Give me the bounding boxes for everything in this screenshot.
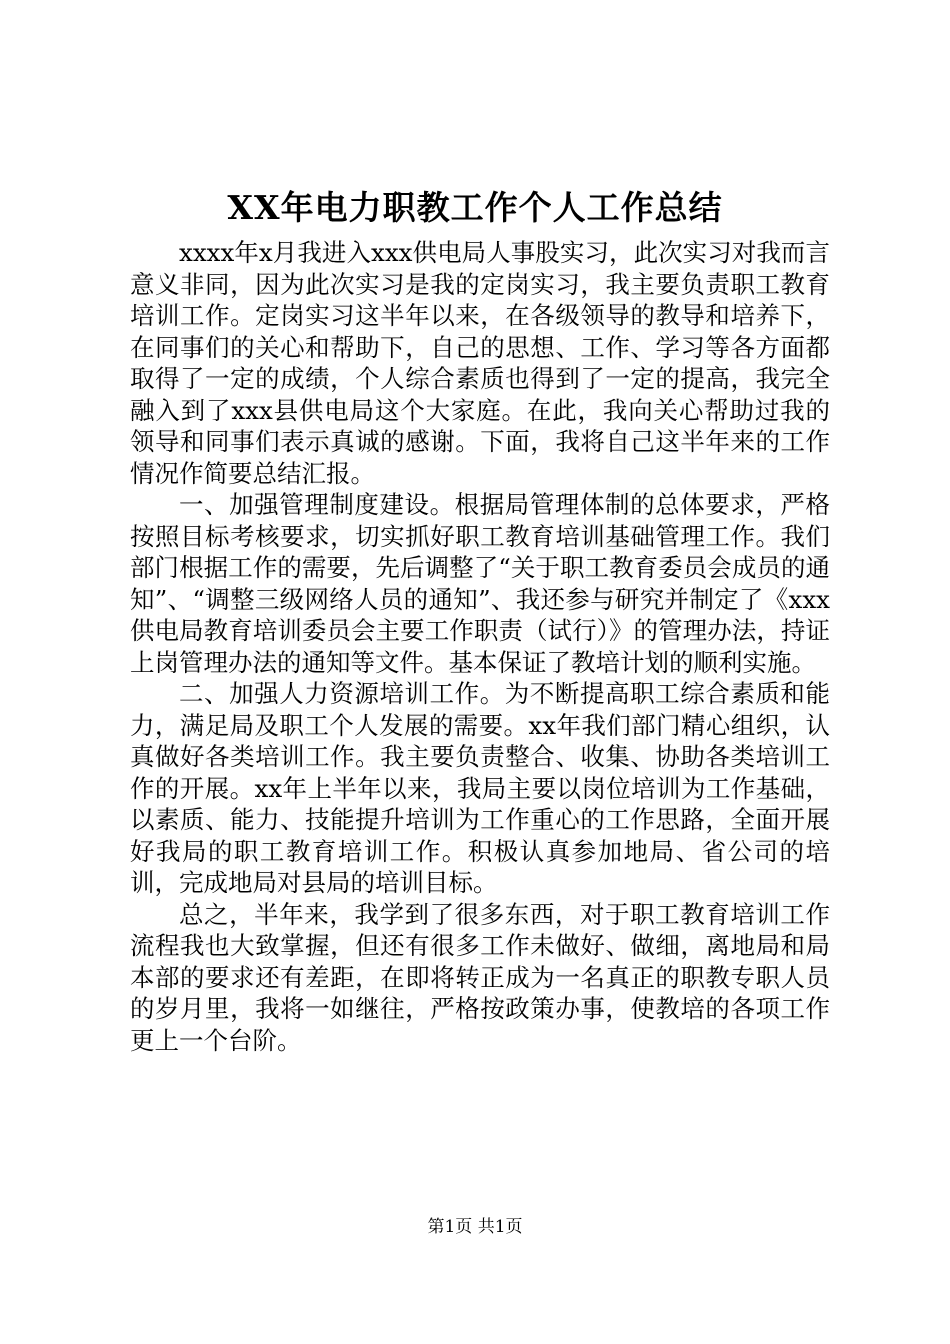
paragraph-hr-training: 二、加强人力资源培训工作。为不断提高职工综合素质和能力，满足局及职工个人发展的需要。xx年我们部门精心组织，认真做好各类培训工作。我主要负责整合、收集、协助各类培训工作的开展。xx年上半年以来，我局主要以岗位培训为工作基础，以素质、能力、技能提升培训为工作重心的工作思路，全面开展好我局的职工教育培训工作。积极认真参加地局、省公司的培训，完成地局对县局的培训目标。 (130, 679, 830, 897)
page-number-footer: 第1页 共1页 (427, 1217, 523, 1237)
paragraph-management-system: 一、加强管理制度建设。根据局管理体制的总体要求，严格按照目标考核要求，切实抓好职工教育培训基础管理工作。我们部门根据工作的需要，先后调整了“关于职工教育委员会成员的通知”、“调整三级网络人员的通知”、我还参与研究并制定了《xxx供电局教育培训委员会主要工作职责（试行）》的管理办法，持证上岗管理办法的通知等文件。基本保证了教培计划的顺利实施。 (130, 490, 830, 677)
paragraph-conclusion: 总之，半年来，我学到了很多东西，对于职工教育培训工作流程我也大致掌握，但还有很多工作未做好、做细，离地局和局本部的要求还有差距，在即将转正成为一名真正的职教专职人员的岁月里，我将一如继往，严格按政策办事，使教培的各项工作更上一个台阶。 (130, 899, 830, 1055)
document-title: XX年电力职教工作个人工作总结 (227, 188, 723, 227)
document-body (130, 237, 830, 1056)
paragraph-intro: xxxx年x月我进入xxx供电局人事股实习，此次实习对我而言意义非同，因为此次实习是我的定岗实习，我主要负责职工教育培训工作。定岗实习这半年以来，在各级领导的教导和培养下，在同事们的关心和帮助下，自己的思想、工作、学习等各方面都取得了一定的成绩，个人综合素质也得到了一定的提高，我完全融入到了xxx县供电局这个大家庭。在此，我向关心帮助过我的领导和同事们表示真诚的感谢。下面，我将自己这半年来的工作情况作简要总结汇报。 (130, 238, 830, 488)
